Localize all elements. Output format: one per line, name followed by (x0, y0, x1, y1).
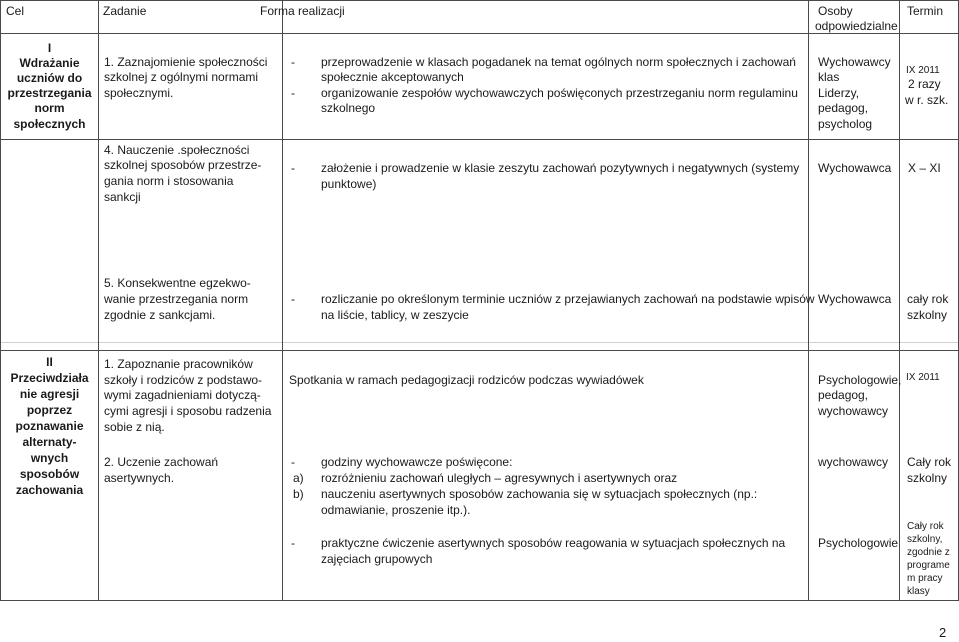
responsible-4: Wychowawca (818, 161, 892, 175)
header-forma: Forma realizacji (260, 4, 345, 18)
header-cel: Cel (6, 4, 25, 18)
form-s2-1: Spotkania w ramach pedagogizacji rodziców podczas wywiadówek (289, 373, 644, 387)
deadline-s2-1: IX 2011 (906, 372, 940, 383)
deadline-4: X – XI (908, 161, 941, 175)
header-osoby-2: odpowiedzialne (815, 19, 898, 33)
responsible-s2-2b: Psychologowie (818, 536, 899, 550)
responsible-5: Wychowawca (818, 292, 892, 306)
header-osoby: Osoby (818, 4, 853, 18)
page-number: 2 (939, 625, 947, 640)
responsible-s2-2a: wychowawcy (818, 455, 889, 469)
header-termin: Termin (907, 4, 944, 18)
header-zadanie: Zadanie (103, 4, 147, 18)
